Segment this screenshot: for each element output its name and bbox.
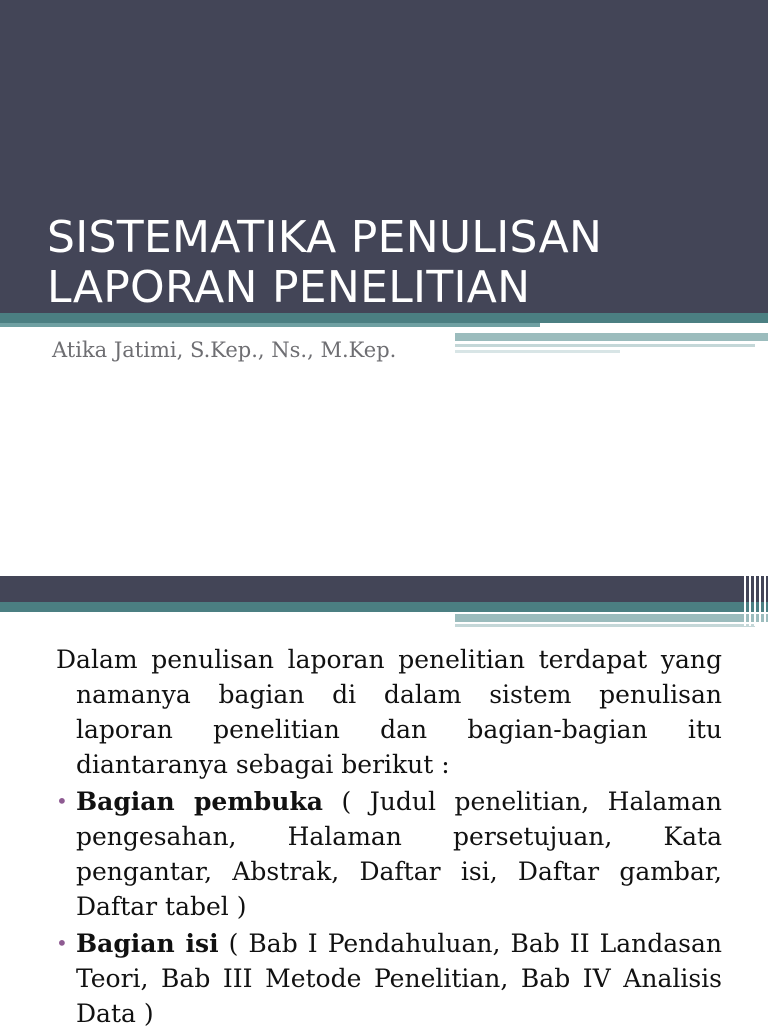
decorative-stripe [455, 350, 620, 353]
slide-body [56, 642, 722, 1031]
bullet-term: Bagian pembuka [76, 787, 323, 816]
slide-subtitle-author: Atika Jatimi, S.Kep., Ns., M.Kep. [52, 338, 397, 362]
intro-paragraph: Dalam penulisan laporan penelitian terdapat yang namanya bagian di dalam sistem penulisan laporan penelitian dan bagian-bagian itu diantaranya sebagai berikut : [56, 645, 722, 779]
decorative-stripe [455, 614, 768, 622]
decorative-stripe [455, 624, 755, 627]
list-item [56, 784, 722, 924]
list-item [56, 926, 722, 1031]
bullet-detail: ( Judul penelitian, Halaman pengesahan, Halaman persetujuan, Kata pengantar, Abstrak, Daftar isi, Daftar gambar, Daftar tabel ) [76, 787, 722, 921]
decorative-stripe [0, 313, 768, 323]
decorative-vertical-lines [744, 576, 768, 626]
bullet-icon: • [56, 789, 68, 813]
decorative-stripe [455, 344, 755, 347]
bullet-detail: ( Bab I Pendahuluan, Bab II Landasan Teori, Bab III Metode Penelitian, Bab IV Analisis Data ) [76, 929, 722, 1028]
decorative-stripe [0, 602, 768, 612]
slide-title: SISTEMATIKA PENULISAN LAPORAN PENELITIAN [47, 212, 603, 313]
bullet-term: Bagian isi [76, 929, 219, 958]
bullet-icon: • [56, 931, 68, 955]
decorative-stripe [455, 333, 768, 341]
decorative-stripe [0, 323, 540, 327]
